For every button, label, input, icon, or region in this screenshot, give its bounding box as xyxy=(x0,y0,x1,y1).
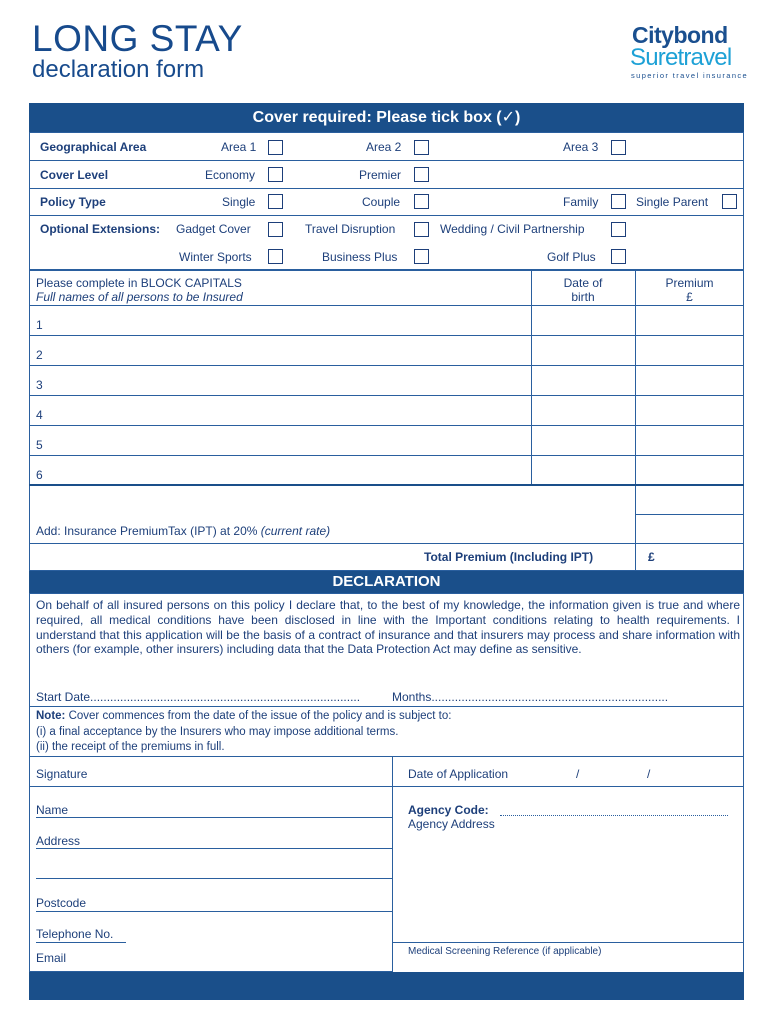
note-block xyxy=(36,709,736,756)
travel-disruption-checkbox[interactable] xyxy=(414,222,429,237)
divider xyxy=(29,215,744,216)
declaration-heading-bar xyxy=(29,571,744,593)
months-field[interactable] xyxy=(440,686,690,704)
single-label: Single xyxy=(222,195,256,209)
agency-code-field[interactable] xyxy=(500,798,728,816)
date-of-application-field[interactable] xyxy=(530,762,730,782)
person-premium-field[interactable] xyxy=(637,337,742,364)
cover-heading: Cover required: Please tick box (✓) xyxy=(252,109,521,126)
footer-bar xyxy=(29,972,744,1000)
area1-checkbox[interactable] xyxy=(268,140,283,155)
divider xyxy=(29,395,744,396)
signature-label: Signature xyxy=(36,767,88,781)
person-row-number: 3 xyxy=(36,378,43,392)
signature-field[interactable] xyxy=(100,760,388,784)
note-condition-ii: (ii) the receipt of the premiums in full. xyxy=(36,741,225,753)
travel-disruption-label: Travel Disruption xyxy=(305,222,396,236)
person-dob-field[interactable] xyxy=(533,367,633,394)
winter-sports-checkbox[interactable] xyxy=(268,249,283,264)
person-row-number: 1 xyxy=(36,318,43,332)
gadget-cover-label: Gadget Cover xyxy=(176,222,251,236)
person-dob-field[interactable] xyxy=(533,337,633,364)
divider xyxy=(635,514,744,515)
medical-screening-label: Medical Screening Reference (if applicable) xyxy=(408,946,602,957)
total-premium-label: Total Premium (Including IPT) xyxy=(424,550,594,564)
premium-header xyxy=(635,276,744,304)
ipt-text: Add: Insurance PremiumTax (IPT) at 20% xyxy=(36,524,258,538)
block-capitals-instruction: Please complete in BLOCK CAPITALS xyxy=(36,276,242,290)
date-separator: / xyxy=(576,767,580,781)
person-name-field[interactable] xyxy=(48,307,528,334)
divider xyxy=(29,335,744,336)
months-line: Months....................................................................... xyxy=(392,690,669,704)
divider xyxy=(29,188,744,189)
agency-address-field[interactable] xyxy=(408,834,738,938)
email-label: Email xyxy=(36,951,67,965)
person-name-field[interactable] xyxy=(48,367,528,394)
person-name-field[interactable] xyxy=(48,457,528,483)
address-field[interactable] xyxy=(90,822,388,886)
logo-tagline: superior travel insurance xyxy=(631,71,749,80)
person-premium-field[interactable] xyxy=(637,367,742,394)
email-field[interactable] xyxy=(80,946,388,968)
start-date-field[interactable] xyxy=(100,686,390,704)
ipt-current-rate: (current rate) xyxy=(260,524,331,538)
person-row-number: 4 xyxy=(36,408,43,422)
area1-label: Area 1 xyxy=(221,140,257,154)
ipt-field[interactable] xyxy=(637,516,742,542)
wedding-label: Wedding / Civil Partnership xyxy=(440,222,585,236)
person-name-field[interactable] xyxy=(48,337,528,364)
note-label: Note: xyxy=(36,710,66,722)
divider xyxy=(392,756,393,972)
person-dob-field[interactable] xyxy=(533,427,633,454)
cover-heading-bar xyxy=(29,103,744,132)
start-date-line: Start Date................................................................................. xyxy=(36,690,361,704)
dob-header-line2: birth xyxy=(571,290,595,304)
divider xyxy=(29,425,744,426)
divider xyxy=(29,706,744,707)
divider xyxy=(29,160,744,161)
economy-label: Economy xyxy=(205,168,256,182)
couple-checkbox[interactable] xyxy=(414,194,429,209)
person-dob-field[interactable] xyxy=(533,397,633,424)
divider xyxy=(36,911,392,912)
subtotal-field[interactable] xyxy=(637,488,742,513)
single-parent-checkbox[interactable] xyxy=(722,194,737,209)
divider xyxy=(36,817,392,818)
person-row-number: 5 xyxy=(36,438,43,452)
family-checkbox[interactable] xyxy=(611,194,626,209)
couple-label: Couple xyxy=(362,195,401,209)
divider xyxy=(36,848,392,849)
single-parent-label: Single Parent xyxy=(636,195,709,209)
family-label: Family xyxy=(563,195,599,209)
logo-citybond: Citybond xyxy=(632,22,728,48)
person-premium-field[interactable] xyxy=(637,457,742,483)
divider xyxy=(29,305,744,306)
form-title: LONG STAY xyxy=(32,18,243,59)
divider xyxy=(36,878,392,879)
person-dob-field[interactable] xyxy=(533,457,633,483)
business-plus-label: Business Plus xyxy=(322,250,398,264)
premier-label: Premier xyxy=(359,168,402,182)
divider xyxy=(29,786,392,787)
gadget-cover-checkbox[interactable] xyxy=(268,222,283,237)
golf-plus-label: Golf Plus xyxy=(547,250,596,264)
postcode-label: Postcode xyxy=(36,896,87,910)
area2-checkbox[interactable] xyxy=(414,140,429,155)
full-names-instruction: Full names of all persons to be Insured xyxy=(36,290,243,304)
total-premium-field[interactable] xyxy=(660,545,742,570)
person-row-number: 6 xyxy=(36,468,43,482)
postcode-field[interactable] xyxy=(100,890,388,910)
single-checkbox[interactable] xyxy=(268,194,283,209)
person-premium-field[interactable] xyxy=(637,427,742,454)
geo-area-label: Geographical Area xyxy=(40,140,147,154)
area3-checkbox[interactable] xyxy=(611,140,626,155)
name-field[interactable] xyxy=(80,796,388,816)
name-label: Name xyxy=(36,803,69,817)
cover-level-label: Cover Level xyxy=(40,168,109,182)
policy-type-label: Policy Type xyxy=(40,195,106,209)
divider xyxy=(392,786,744,787)
winter-sports-label: Winter Sports xyxy=(179,250,252,264)
area2-label: Area 2 xyxy=(366,140,402,154)
form-subtitle: declaration form xyxy=(32,56,205,83)
telephone-label: Telephone No. xyxy=(36,927,114,941)
total-currency: £ xyxy=(648,550,655,564)
person-premium-field[interactable] xyxy=(637,397,742,424)
note-condition-i: (i) a final acceptance by the Insurers who may impose additional terms. xyxy=(36,725,399,738)
declaration-text: On behalf of all insured persons on this policy I declare that, to the best of my knowledge, the information given is true and where required, all medical conditions have been disclosed in line with the Important conditions relating to health requirements. I understand that this application will be the basis of a contract of insurance and that insurers may process and share information with others (for example, other insurers) including data that the Data Protection Act may define as sensitive. xyxy=(36,598,740,657)
person-dob-field[interactable] xyxy=(533,307,633,334)
declaration-heading: DECLARATION xyxy=(332,573,441,590)
note-text: Cover commences from the date of the issue of the policy and is subject to: xyxy=(65,710,452,722)
business-plus-checkbox[interactable] xyxy=(414,249,429,264)
divider xyxy=(29,484,744,486)
dob-header xyxy=(531,276,635,304)
premium-header-line2: £ xyxy=(686,290,693,304)
person-row-number: 2 xyxy=(36,348,43,362)
divider xyxy=(635,270,636,571)
person-name-field[interactable] xyxy=(48,427,528,454)
optional-extensions-label: Optional Extensions: xyxy=(40,222,161,236)
golf-plus-checkbox[interactable] xyxy=(611,249,626,264)
divider xyxy=(29,365,744,366)
note-line xyxy=(36,709,736,725)
wedding-checkbox[interactable] xyxy=(611,222,626,237)
logo-suretravel: Suretravel xyxy=(630,44,732,71)
telephone-field[interactable] xyxy=(128,920,388,940)
premium-header-line1: Premium xyxy=(665,276,714,290)
date-of-application-label: Date of Application xyxy=(408,767,509,781)
agency-address-label: Agency Address xyxy=(408,817,495,831)
area3-label: Area 3 xyxy=(563,140,599,154)
person-premium-field[interactable] xyxy=(637,307,742,334)
ipt-label xyxy=(36,524,330,538)
address-label: Address xyxy=(36,834,81,848)
person-name-field[interactable] xyxy=(48,397,528,424)
divider xyxy=(29,543,744,544)
medical-screening-field[interactable] xyxy=(408,958,738,970)
economy-checkbox[interactable] xyxy=(268,167,283,182)
divider xyxy=(29,756,744,757)
divider xyxy=(29,455,744,456)
divider xyxy=(392,942,744,943)
premier-checkbox[interactable] xyxy=(414,167,429,182)
date-separator: / xyxy=(647,767,651,781)
divider xyxy=(36,942,126,943)
dob-header-line1: Date of xyxy=(563,276,603,290)
agency-code-label: Agency Code: xyxy=(408,803,489,817)
